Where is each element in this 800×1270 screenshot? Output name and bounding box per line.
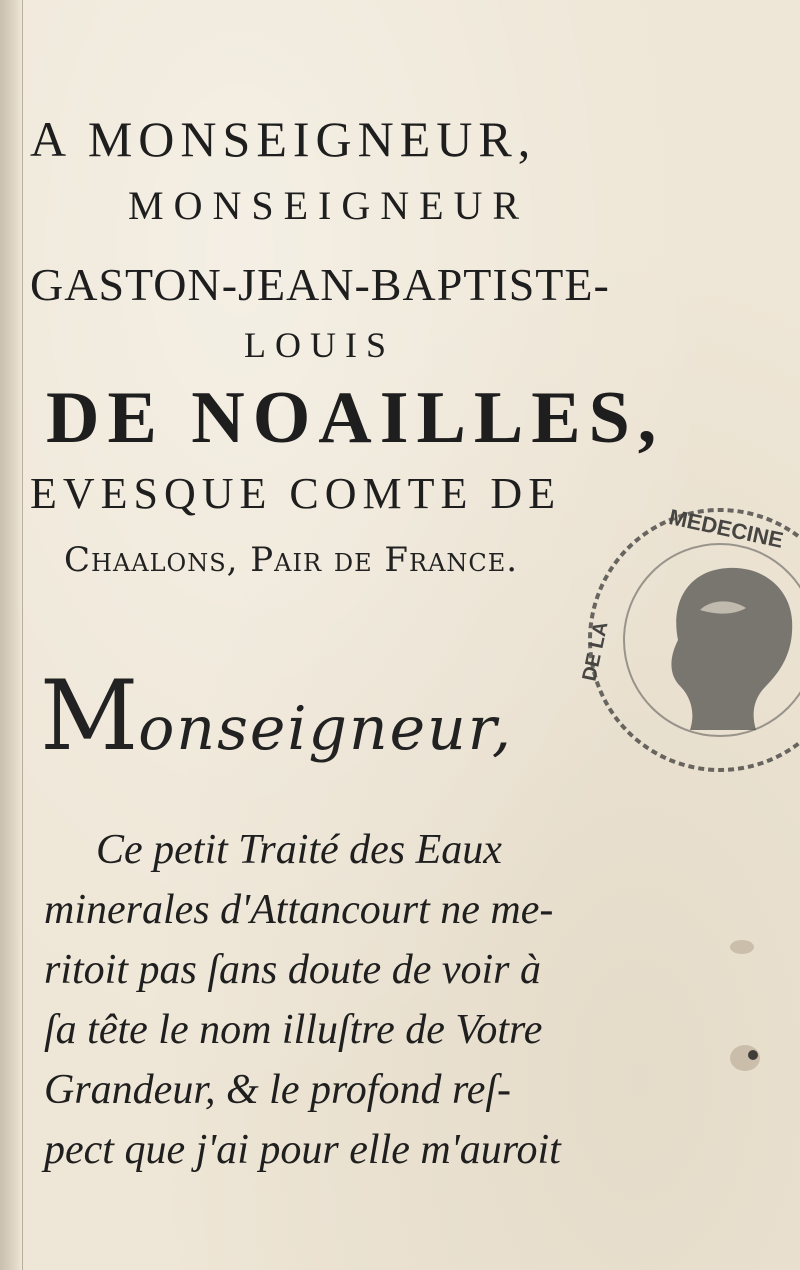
body-line: pect que j'ai pour elle m'auroit bbox=[44, 1127, 561, 1173]
body-line: minerales d'Attancourt ne me- bbox=[44, 887, 554, 933]
body-line: Ce petit Traité des Eaux bbox=[96, 827, 502, 873]
stamp-text-top: MEDECINE bbox=[666, 504, 786, 553]
dedication-line-7: Chaalons, Pair de France. bbox=[64, 540, 519, 580]
body-line: ritoit pas ſans doute de voir à bbox=[44, 947, 541, 993]
dedication-line-1: A MONSEIGNEUR, bbox=[30, 111, 537, 167]
foxing-spot bbox=[730, 940, 754, 954]
dedication-line-6: EVESQUE COMTE DE bbox=[30, 469, 562, 518]
ink-spot bbox=[748, 1050, 758, 1060]
dedication-line-2: MONSEIGNEUR bbox=[128, 183, 530, 228]
dedication-line-4: LOUIS bbox=[244, 325, 395, 365]
stamp-text-left: DE LA bbox=[578, 619, 613, 684]
salutation-rest: onseigneur, bbox=[138, 694, 513, 764]
page-gutter bbox=[0, 0, 23, 1270]
dedication-line-5: DE NOAILLES, bbox=[46, 377, 665, 459]
salutation-initial: M bbox=[40, 660, 139, 772]
body-paragraph bbox=[44, 820, 684, 1180]
dedication-line-3: GASTON-JEAN-BAPTISTE- bbox=[30, 259, 610, 310]
body-line: ſa tête le nom illuſtre de Votre bbox=[44, 1007, 543, 1053]
salutation bbox=[40, 660, 513, 772]
library-stamp bbox=[560, 490, 800, 790]
body-line: Grandeur, & le profond reſ- bbox=[44, 1067, 512, 1113]
